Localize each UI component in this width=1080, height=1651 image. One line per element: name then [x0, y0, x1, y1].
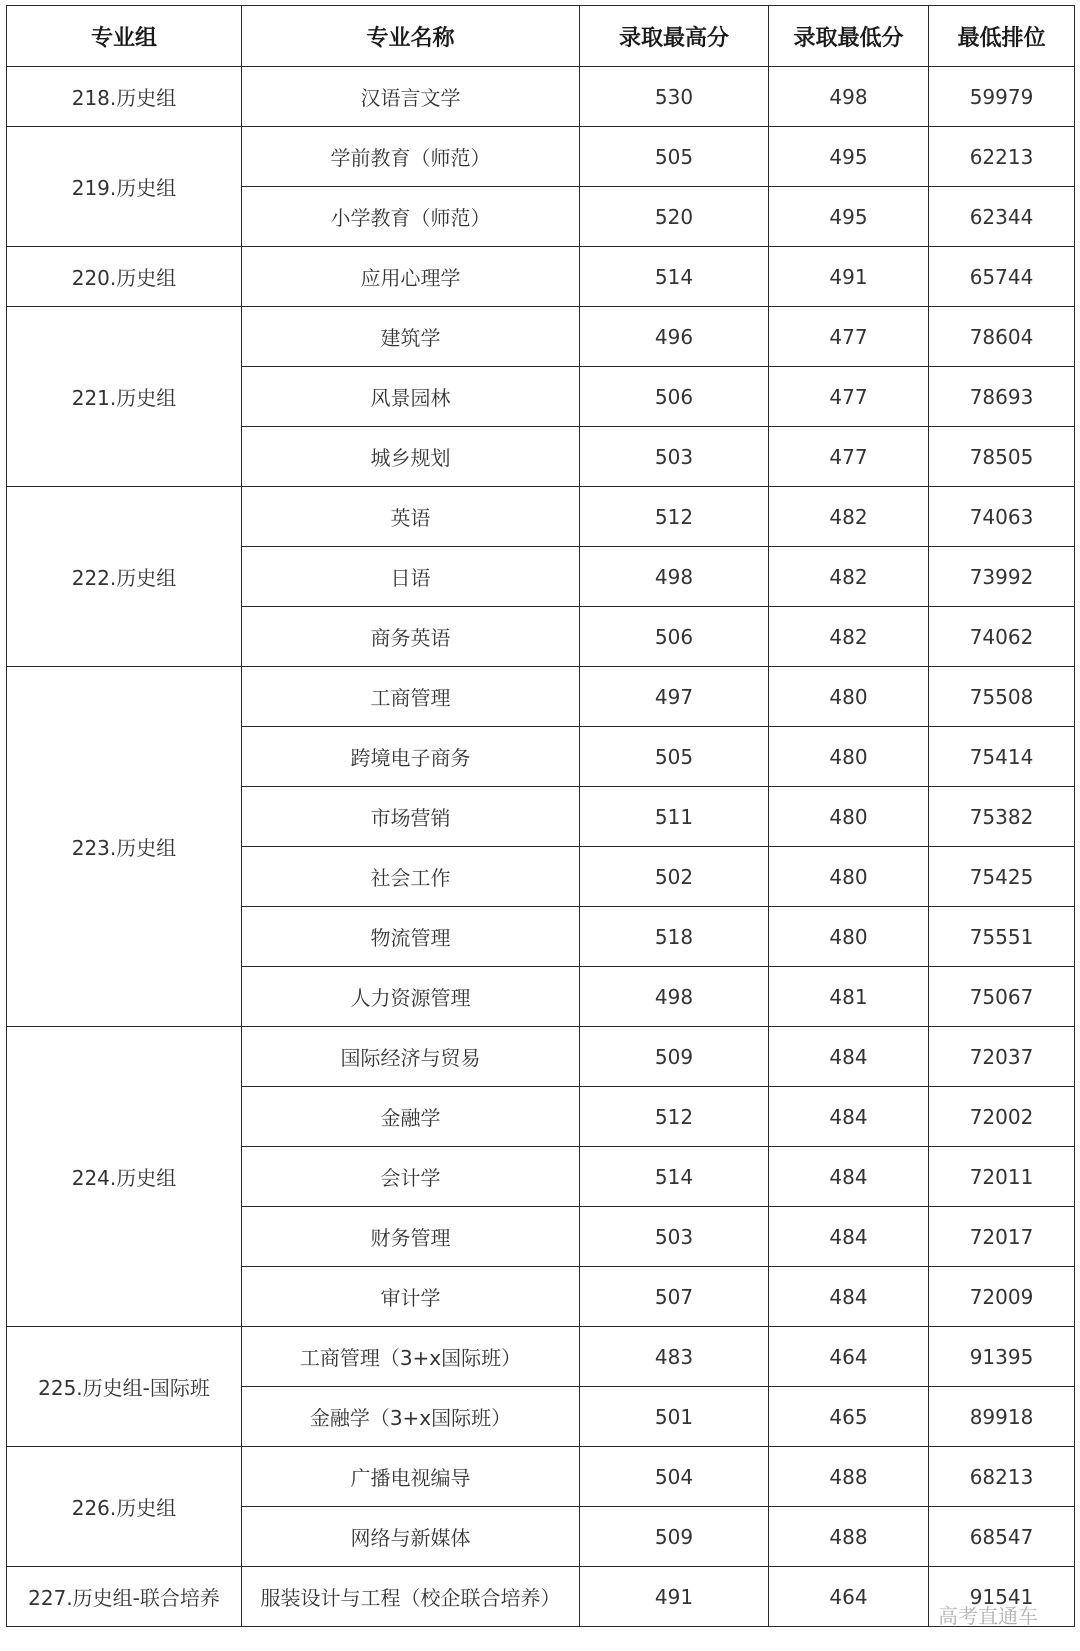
min-score-cell: 484: [769, 1087, 929, 1147]
max-score-cell: 497: [580, 667, 769, 727]
min-rank-cell: 72002: [929, 1087, 1075, 1147]
max-score-cell: 511: [580, 787, 769, 847]
max-score-cell: 512: [580, 487, 769, 547]
major-name-cell: 市场营销: [242, 787, 580, 847]
max-score-cell: 530: [580, 67, 769, 127]
table-row: [7, 1447, 1075, 1507]
max-score-cell: 496: [580, 307, 769, 367]
max-score-cell: 509: [580, 1027, 769, 1087]
header-major-name: 专业名称: [242, 6, 580, 67]
max-score-cell: 505: [580, 127, 769, 187]
table-row: [7, 307, 1075, 367]
major-name-cell: 会计学: [242, 1147, 580, 1207]
min-rank-cell: 91395: [929, 1327, 1075, 1387]
max-score-cell: 504: [580, 1447, 769, 1507]
min-score-cell: 484: [769, 1207, 929, 1267]
max-score-cell: 514: [580, 247, 769, 307]
major-group-cell: 220.历史组: [7, 247, 242, 307]
min-rank-cell: 62213: [929, 127, 1075, 187]
max-score-cell: 498: [580, 547, 769, 607]
min-rank-cell: 68547: [929, 1507, 1075, 1567]
header-row: [7, 6, 1075, 67]
max-score-cell: 501: [580, 1387, 769, 1447]
min-rank-cell: 72009: [929, 1267, 1075, 1327]
min-score-cell: 477: [769, 367, 929, 427]
min-score-cell: 484: [769, 1147, 929, 1207]
major-name-cell: 财务管理: [242, 1207, 580, 1267]
min-score-cell: 482: [769, 487, 929, 547]
max-score-cell: 503: [580, 1207, 769, 1267]
max-score-cell: 520: [580, 187, 769, 247]
major-name-cell: 工商管理（3+x国际班）: [242, 1327, 580, 1387]
min-rank-cell: 73992: [929, 547, 1075, 607]
min-score-cell: 480: [769, 727, 929, 787]
min-score-cell: 477: [769, 307, 929, 367]
min-score-cell: 480: [769, 847, 929, 907]
min-score-cell: 480: [769, 787, 929, 847]
table-row: [7, 67, 1075, 127]
min-rank-cell: 78693: [929, 367, 1075, 427]
major-group-cell: 227.历史组-联合培养: [7, 1567, 242, 1627]
major-group-cell: 224.历史组: [7, 1027, 242, 1327]
major-group-cell: 221.历史组: [7, 307, 242, 487]
min-score-cell: 495: [769, 127, 929, 187]
major-name-cell: 城乡规划: [242, 427, 580, 487]
min-score-cell: 491: [769, 247, 929, 307]
major-group-cell: 219.历史组: [7, 127, 242, 247]
min-rank-cell: 75508: [929, 667, 1075, 727]
min-rank-cell: 59979: [929, 67, 1075, 127]
major-name-cell: 广播电视编导: [242, 1447, 580, 1507]
major-group-cell: 225.历史组-国际班: [7, 1327, 242, 1447]
min-score-cell: 488: [769, 1447, 929, 1507]
min-rank-cell: 72011: [929, 1147, 1075, 1207]
table-body: [7, 67, 1075, 1627]
min-rank-cell: 78604: [929, 307, 1075, 367]
major-name-cell: 社会工作: [242, 847, 580, 907]
major-name-cell: 工商管理: [242, 667, 580, 727]
header-major-group: 专业组: [7, 6, 242, 67]
table-row: [7, 1027, 1075, 1087]
major-name-cell: 网络与新媒体: [242, 1507, 580, 1567]
major-name-cell: 汉语言文学: [242, 67, 580, 127]
major-name-cell: 服装设计与工程（校企联合培养）: [242, 1567, 580, 1627]
table-row: [7, 1327, 1075, 1387]
max-score-cell: 518: [580, 907, 769, 967]
major-name-cell: 国际经济与贸易: [242, 1027, 580, 1087]
major-name-cell: 物流管理: [242, 907, 580, 967]
max-score-cell: 506: [580, 607, 769, 667]
min-score-cell: 495: [769, 187, 929, 247]
major-name-cell: 日语: [242, 547, 580, 607]
major-name-cell: 英语: [242, 487, 580, 547]
table-row: [7, 487, 1075, 547]
min-score-cell: 484: [769, 1267, 929, 1327]
min-rank-cell: 68213: [929, 1447, 1075, 1507]
major-name-cell: 审计学: [242, 1267, 580, 1327]
max-score-cell: 507: [580, 1267, 769, 1327]
min-score-cell: 498: [769, 67, 929, 127]
min-rank-cell: 72037: [929, 1027, 1075, 1087]
min-rank-cell: 89918: [929, 1387, 1075, 1447]
min-rank-cell: 75067: [929, 967, 1075, 1027]
min-rank-cell: 75382: [929, 787, 1075, 847]
major-name-cell: 建筑学: [242, 307, 580, 367]
min-rank-cell: 74062: [929, 607, 1075, 667]
table-row: [7, 1567, 1075, 1627]
min-score-cell: 480: [769, 907, 929, 967]
min-rank-cell: 74063: [929, 487, 1075, 547]
min-score-cell: 488: [769, 1507, 929, 1567]
major-name-cell: 学前教育（师范）: [242, 127, 580, 187]
min-score-cell: 477: [769, 427, 929, 487]
min-score-cell: 481: [769, 967, 929, 1027]
header-min-rank: 最低排位: [929, 6, 1075, 67]
min-score-cell: 464: [769, 1327, 929, 1387]
major-group-cell: 222.历史组: [7, 487, 242, 667]
major-name-cell: 人力资源管理: [242, 967, 580, 1027]
major-name-cell: 金融学: [242, 1087, 580, 1147]
min-score-cell: 480: [769, 667, 929, 727]
table-row: [7, 127, 1075, 187]
min-rank-cell: 62344: [929, 187, 1075, 247]
min-score-cell: 464: [769, 1567, 929, 1627]
major-name-cell: 小学教育（师范）: [242, 187, 580, 247]
major-group-cell: 218.历史组: [7, 67, 242, 127]
min-rank-cell: 75551: [929, 907, 1075, 967]
min-rank-cell: 72017: [929, 1207, 1075, 1267]
table-row: [7, 667, 1075, 727]
watermark-text: 高考直通车: [938, 1604, 1038, 1628]
min-rank-cell: 91541: [929, 1567, 1075, 1627]
max-score-cell: 503: [580, 427, 769, 487]
major-group-cell: 226.历史组: [7, 1447, 242, 1567]
max-score-cell: 502: [580, 847, 769, 907]
max-score-cell: 512: [580, 1087, 769, 1147]
max-score-cell: 506: [580, 367, 769, 427]
min-rank-cell: 65744: [929, 247, 1075, 307]
max-score-cell: 483: [580, 1327, 769, 1387]
min-rank-cell: 78505: [929, 427, 1075, 487]
table-row: [7, 247, 1075, 307]
admission-score-table: [6, 5, 1075, 1627]
major-group-cell: 223.历史组: [7, 667, 242, 1027]
max-score-cell: 509: [580, 1507, 769, 1567]
major-name-cell: 应用心理学: [242, 247, 580, 307]
min-score-cell: 482: [769, 547, 929, 607]
max-score-cell: 514: [580, 1147, 769, 1207]
min-rank-cell: 75425: [929, 847, 1075, 907]
major-name-cell: 金融学（3+x国际班）: [242, 1387, 580, 1447]
min-rank-cell: 75414: [929, 727, 1075, 787]
max-score-cell: 498: [580, 967, 769, 1027]
max-score-cell: 491: [580, 1567, 769, 1627]
header-min-score: 录取最低分: [769, 6, 929, 67]
major-name-cell: 跨境电子商务: [242, 727, 580, 787]
major-name-cell: 商务英语: [242, 607, 580, 667]
header-max-score: 录取最高分: [580, 6, 769, 67]
min-score-cell: 484: [769, 1027, 929, 1087]
max-score-cell: 505: [580, 727, 769, 787]
major-name-cell: 风景园林: [242, 367, 580, 427]
min-score-cell: 465: [769, 1387, 929, 1447]
min-score-cell: 482: [769, 607, 929, 667]
